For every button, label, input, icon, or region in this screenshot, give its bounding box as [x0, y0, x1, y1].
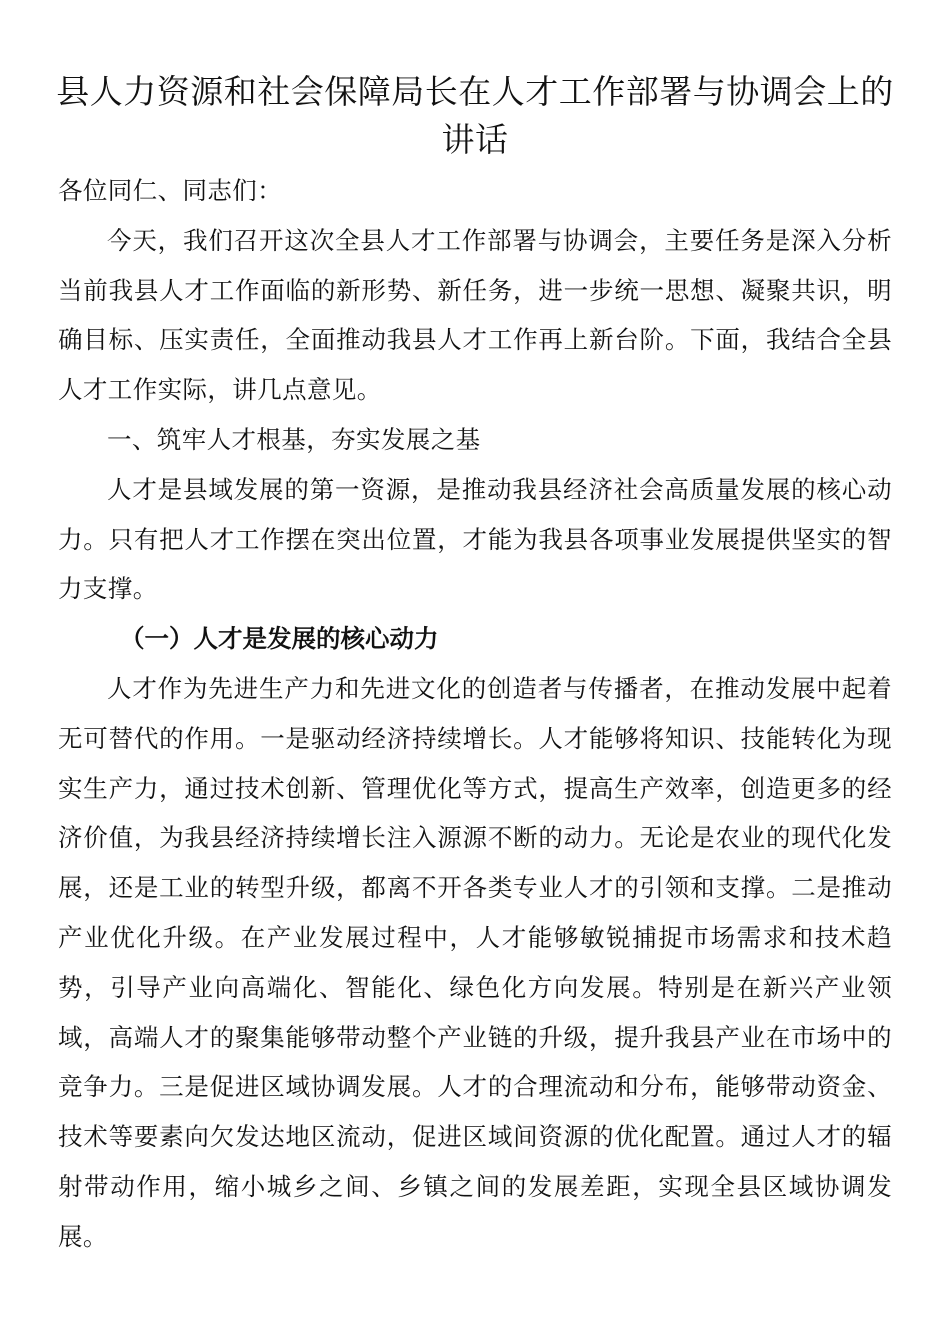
document-body: [58, 166, 892, 1262]
document-title: 县人力资源和社会保障局长在人才工作部署与协调会上的讲话: [56, 72, 894, 159]
salutation: 各位同仁、同志们：: [58, 176, 283, 205]
subsection-heading: （一）人才是发展的核心动力: [120, 624, 439, 654]
subsection-paragraph: 人才作为先进生产力和先进文化的创造者与传播者，在推动发展中起着无可替代的作用。一是驱动经济持续增长。人才能够将知识、技能转化为现实生产力，通过技术创新、管理优化等方式，提高生产效率，创造更多的经济价值，为我县经济持续增长注入源源不断的动力。无论是农业的现代化发展，还是工业的转型升级，都离不开各类专业人才的引领和支撑。二是推动产业优化升级。在产业发展过程中，人才能够敏锐捕捉市场需求和技术趋势，引导产业向高端化、智能化、绿色化方向发展。特别是在新兴产业领域，高端人才的聚集能够带动整个产业链的升级，提升我县产业在市场中的竞争力。三是促进区域协调发展。人才的合理流动和分布，能够带动资金、技术等要素向欠发达地区流动，促进区域间资源的优化配置。通过人才的辐射带动作用，缩小城乡之间、乡镇之间的发展差距，实现全县区域协调发展。: [58, 673, 892, 1251]
intro-paragraph: 今天，我们召开这次全县人才工作部署与协调会，主要任务是深入分析当前我县人才工作面临的新形势、新任务，进一步统一思想、凝聚共识，明确目标、压实责任，全面推动我县人才工作再上新台阶。下面，我结合全县人才工作实际，讲几点意见。: [58, 225, 892, 405]
section-paragraph: 人才是县域发展的第一资源，是推动我县经济社会高质量发展的核心动力。只有把人才工作摆在突出位置，才能为我县各项事业发展提供坚实的智力支撑。: [58, 474, 892, 604]
section-heading: 一、筑牢人才根基，夯实发展之基: [107, 424, 481, 454]
